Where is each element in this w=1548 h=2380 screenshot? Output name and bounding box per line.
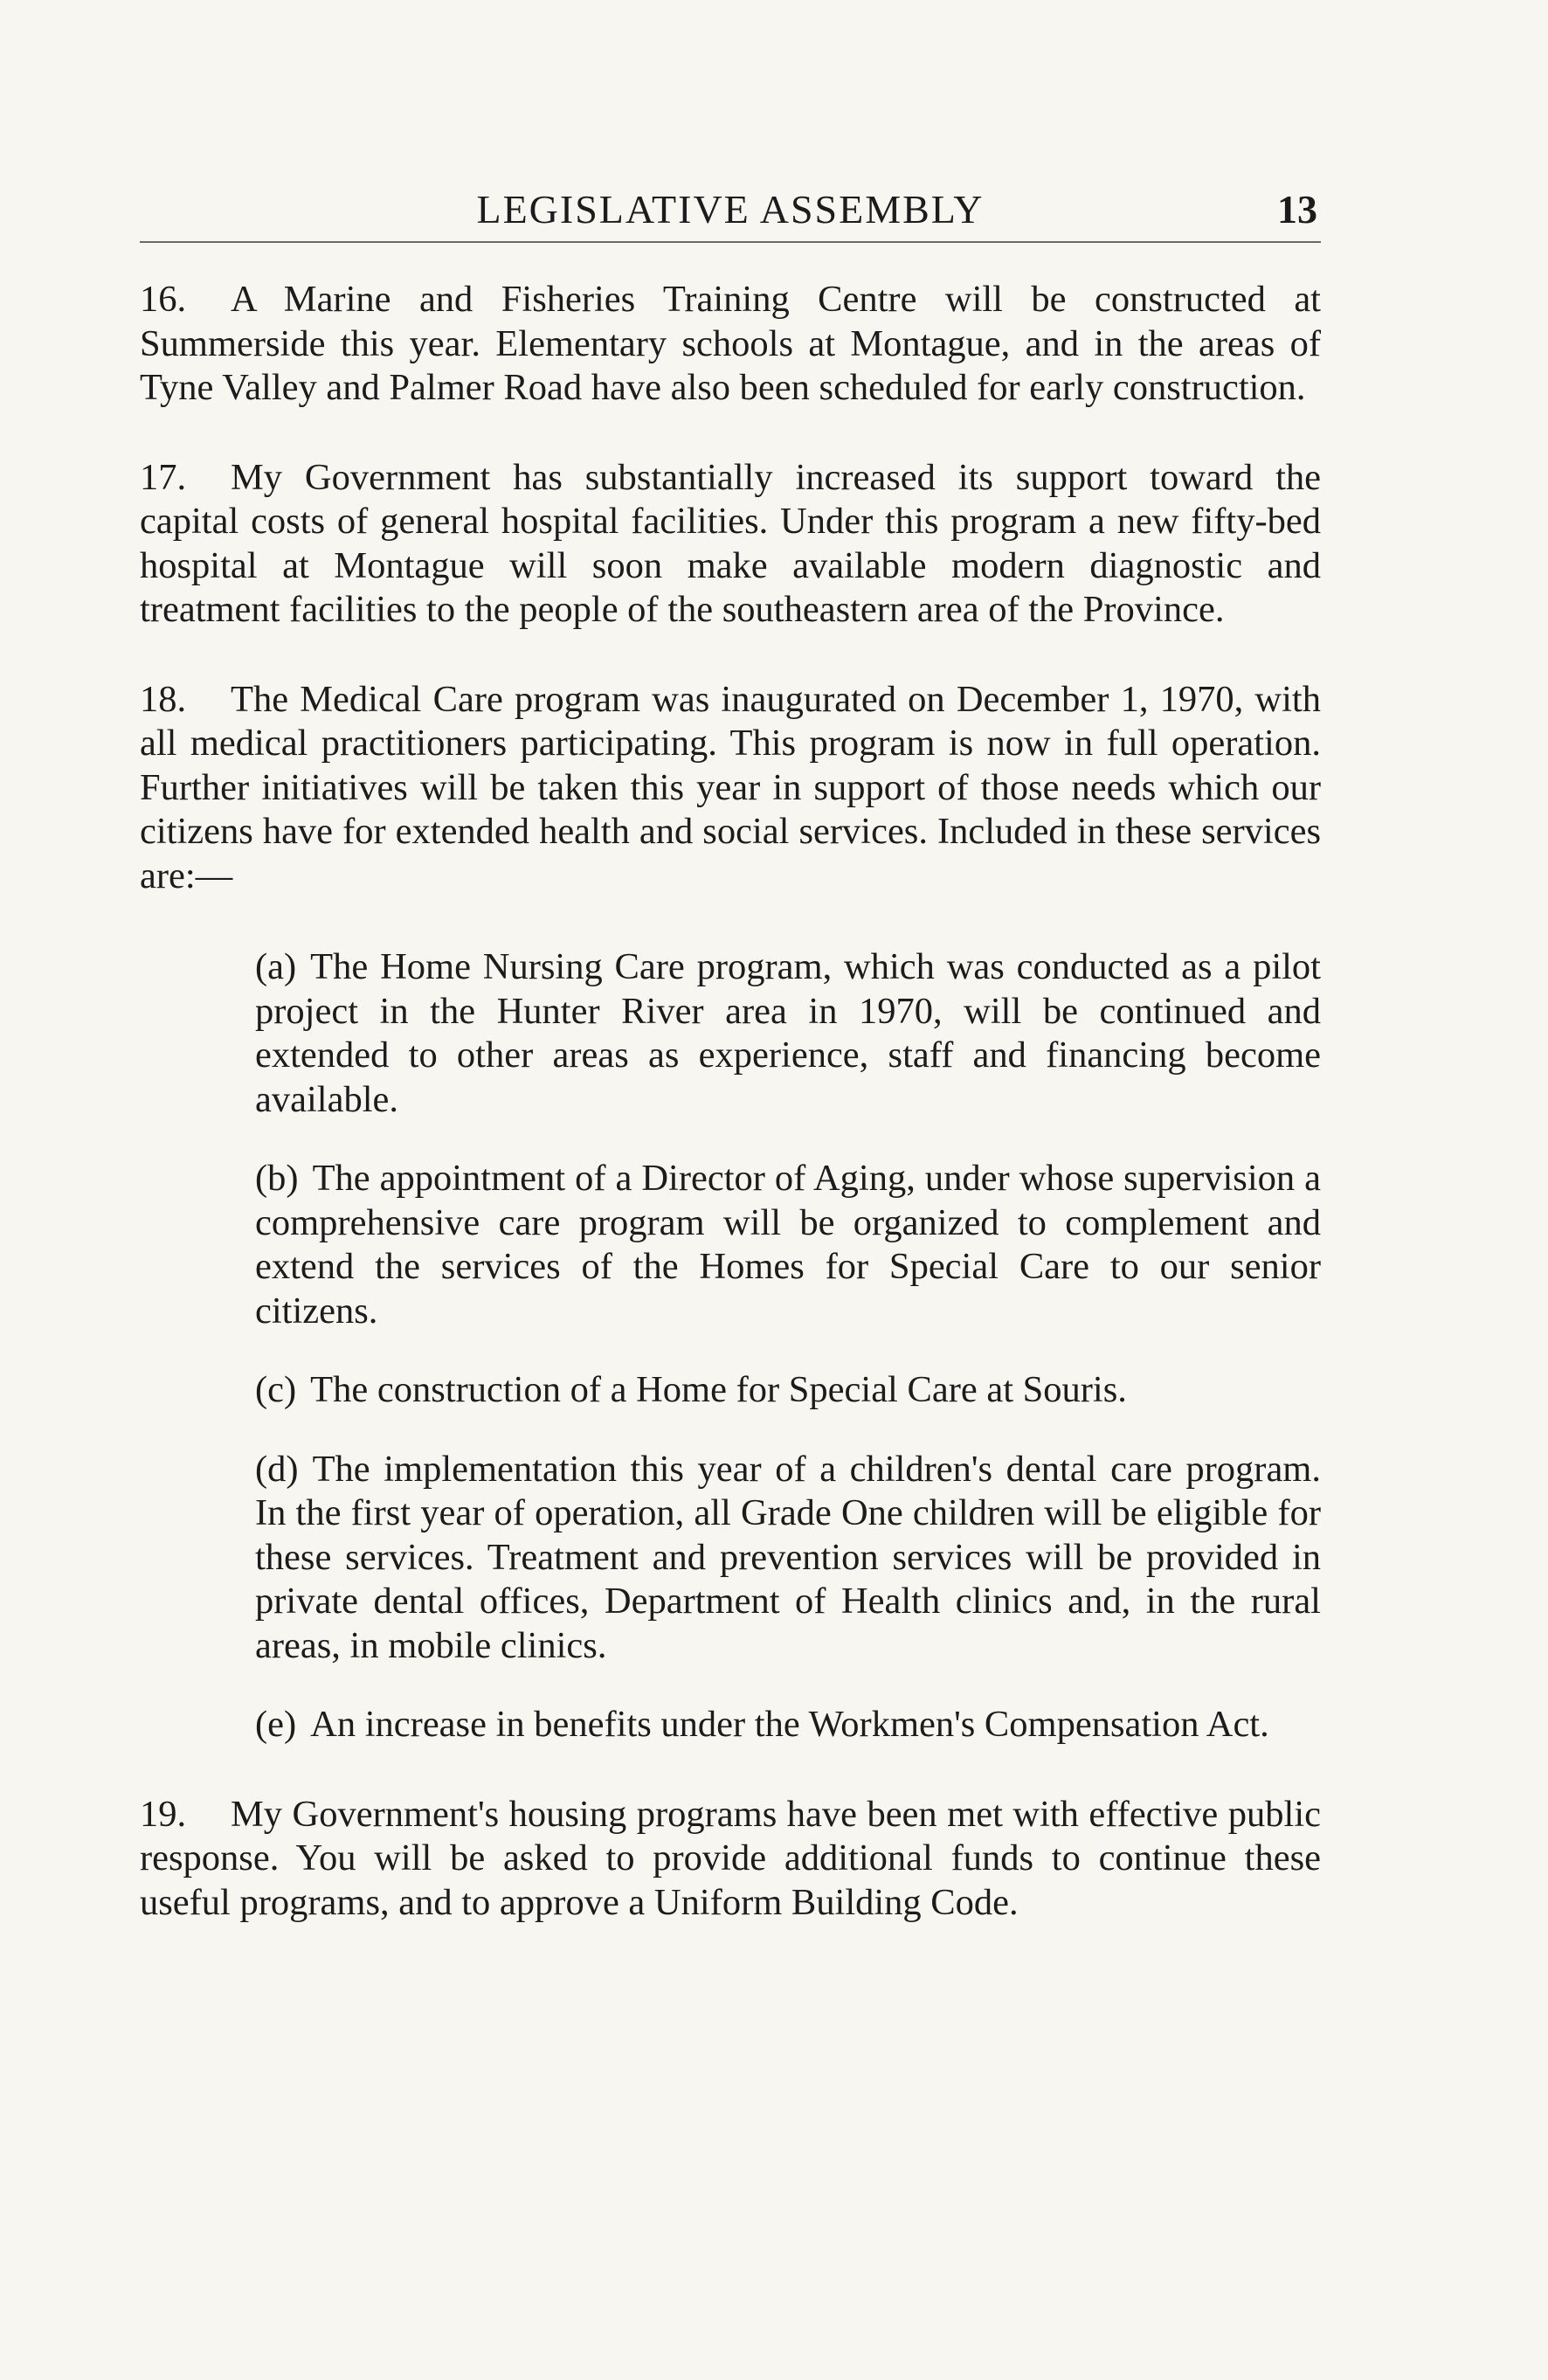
paragraph-17 xyxy=(140,456,1321,633)
list-item-label: (d) xyxy=(255,1448,299,1490)
list-item-label: (c) xyxy=(255,1369,297,1410)
list-item-text: The construction of a Home for Special Care at Souris. xyxy=(310,1369,1127,1410)
list-item-b xyxy=(140,1157,1321,1333)
list-item-text: The appointment of a Director of Aging, under whose supervision a comprehensive care program will be organized to complement and extend the services of the Homes for Special Care to our senior citizens. xyxy=(255,1158,1321,1332)
paragraph-text: The Medical Care program was inaugurated on December 1, 1970, with all medical practitioners participating. This program is now in full operation. Further initiatives will be taken this year in support of those needs which our citizens have for extended health and social services. Included in these services are:— xyxy=(140,678,1321,896)
list-item-c xyxy=(140,1368,1321,1413)
list-item-label: (a) xyxy=(255,946,297,987)
document-page xyxy=(140,0,1321,2380)
running-title: LEGISLATIVE ASSEMBLY xyxy=(476,187,985,232)
list-item-text: The Home Nursing Care program, which was conducted as a pilot project in the Hunter River area in 1970, will be continued and extended to other areas as experience, staff and financing become available. xyxy=(255,946,1321,1120)
paragraph-number: 16. xyxy=(140,279,187,320)
paragraph-text: My Government has substantially increased its support toward the capital costs of general hospital facilities. Under this program a new fifty-bed hospital at Montague will soon make available modern diagnostic and treatment facilities to the people of the southeastern area of the Province. xyxy=(140,456,1321,630)
list-item-text: An increase in benefits under the Workmen's Compensation Act. xyxy=(310,1704,1269,1745)
paragraph-19 xyxy=(140,1793,1321,1926)
paragraph-number: 17. xyxy=(140,456,187,498)
list-item-e xyxy=(140,1703,1321,1747)
body-text xyxy=(140,278,1321,1970)
paragraph-text: A Marine and Fisheries Training Centre will be constructed at Summerside this year. Elementary schools at Montague, and in the areas of Tyne Valley and Palmer Road have also been scheduled for early construction. xyxy=(140,279,1321,408)
services-list xyxy=(140,945,1321,1747)
header-rule xyxy=(140,241,1321,243)
page-header xyxy=(140,182,1321,238)
list-item-label: (b) xyxy=(255,1158,299,1199)
list-item-a xyxy=(140,945,1321,1122)
page-number: 13 xyxy=(1277,187,1317,232)
list-item-d xyxy=(140,1448,1321,1669)
list-item-text: The implementation this year of a children's dental care program. In the first year of operation, all Grade One children will be eligible for these services. Treatment and prevention services will be provided in private dental offices, Department of Health clinics and, in the rural areas, in mobile clinics. xyxy=(255,1448,1321,1666)
paragraph-16 xyxy=(140,278,1321,411)
paragraph-number: 18. xyxy=(140,678,187,720)
paragraph-number: 19. xyxy=(140,1793,187,1835)
paragraph-text: My Government's housing programs have been met with effective public response. You will be asked to provide additional funds to continue these useful programs, and to approve a Uniform Building Code. xyxy=(140,1793,1321,1923)
paragraph-18 xyxy=(140,678,1321,899)
list-item-label: (e) xyxy=(255,1704,297,1745)
